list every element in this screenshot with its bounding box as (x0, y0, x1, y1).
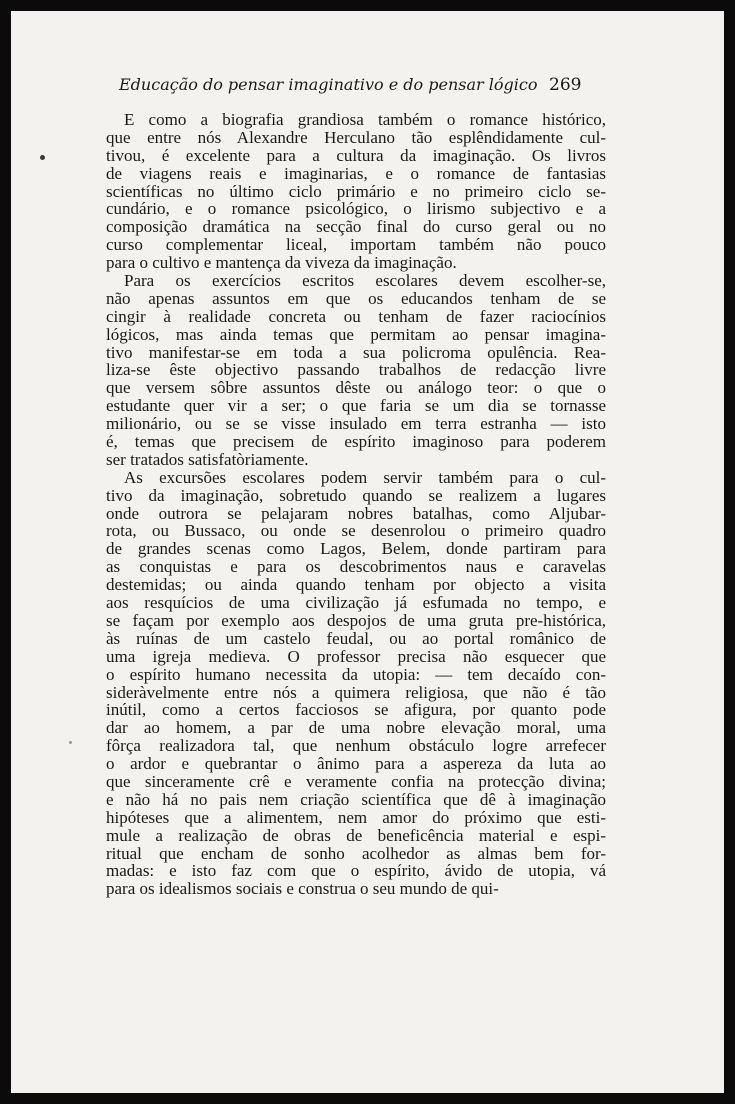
text-line: que entre nós Alexandre Herculano tão esplêndidamente cul- (106, 127, 606, 147)
text-line: que versem sôbre assuntos dêste ou análogo teor: o que o (106, 378, 606, 398)
text-line: tivo manifestar-se em toda a sua policroma opulência. Rea- (106, 342, 606, 362)
text-line: o ardor e quebrantar o ânimo para a aspereza da luta ao (106, 754, 606, 774)
text-line: destemidas; ou ainda quando tenham por objecto a visita (106, 575, 606, 595)
text-line: é, temas que precisem de espírito imaginoso para poderem (106, 432, 606, 452)
text-line: hipóteses que a alimentem, nem amor do próximo que esti- (106, 807, 606, 827)
text-line: cingir à realidade concreta ou tenham de fazer raciocínios (106, 306, 606, 326)
text-line: composição dramática na secção final do curso geral ou no (106, 217, 606, 237)
paragraph (106, 111, 606, 272)
text-line: se façam por exemplo aos despojos de uma gruta pre-histórica, (106, 610, 606, 630)
text-line: dar ao homem, a par de uma nobre elevação moral, uma (106, 718, 606, 738)
text-line: fôrça realizadora tal, que nenhum obstáculo logre arrefecer (106, 736, 606, 756)
text-line: tivo da imaginação, sobretudo quando se realizem a lugares (106, 485, 606, 505)
text-line: Para os exercícios escritos escolares devem escolher-se, (124, 271, 606, 291)
running-title: Educação do pensar imaginativo e do pensar lógico (119, 75, 538, 94)
text-line: as conquistas e para os descobrimentos naus e caravelas (106, 557, 606, 577)
text-line: inútil, como a certos facciosos se afigura, por quanto pode (106, 700, 606, 720)
text-line: de grandes scenas como Lagos, Belem, donde partiram para (106, 539, 606, 559)
text-line: e não há no pais nem criação scientífica que dê à imaginação (106, 789, 606, 809)
text-line: para o cultivo e mantença da viveza da imaginação. (106, 253, 457, 273)
running-header (11, 75, 724, 99)
text-line: ser tratados satisfatòriamente. (106, 449, 309, 469)
text-line: onde outrora se pelajaram nobres batalhas, como Aljubar- (106, 503, 606, 523)
text-line: para os idealismos sociais e construa o seu mundo de qui- (106, 879, 499, 899)
text-line: estudante quer vir a ser; o que faria se um dia se tornasse (106, 396, 606, 416)
text-line: rota, ou Bussaco, ou onde se desenrolou o primeiro quadro (106, 521, 606, 541)
text-line: madas: e isto faz com que o espírito, ávido de utopia, vá (106, 861, 606, 881)
text-line: lógicos, mas ainda temas que permitam ao pensar imagina- (106, 324, 606, 344)
body-text (106, 111, 606, 898)
page-number: 269 (549, 75, 582, 95)
book-page (11, 11, 724, 1093)
text-line: liza-se êste objectivo passando trabalhos de redacção livre (106, 360, 606, 380)
text-line: curso complementar liceal, importam também não pouco (106, 235, 606, 255)
text-line: milionário, ou se se visse insulado em terra estranha — isto (106, 414, 606, 434)
paragraph (106, 469, 606, 898)
text-line: que sinceramente crê e veramente confia na protecção divina; (106, 771, 606, 791)
text-line: mule a realização de obras de beneficência material e espi- (106, 825, 606, 845)
text-line: não apenas assuntos em que os educandos tenham de se (106, 288, 606, 308)
text-line: às ruínas de um castelo feudal, ou ao portal românico de (106, 628, 606, 648)
text-line: cundário, e o romance psicológico, o lirismo subjectivo e a (106, 199, 606, 219)
paragraph (106, 272, 606, 469)
text-line: E como a biografia grandiosa também o romance histórico, (124, 110, 606, 129)
text-line: de viagens reais e imaginarias, e o romance de fantasias (106, 163, 606, 183)
text-line: uma igreja medieva. O professor precisa não esquecer que (106, 646, 606, 666)
text-line: As excursões escolares podem servir também para o cul- (124, 467, 606, 487)
text-line: sideràvelmente entre nós a quimera religiosa, que não é tão (106, 682, 606, 702)
ink-spot (69, 741, 72, 744)
text-line: scientíficas no último ciclo primário e no primeiro ciclo se- (106, 181, 606, 201)
text-line: aos resquícios de uma civilização já esfumada no tempo, e (106, 593, 606, 613)
text-line: tivou, é excelente para a cultura da imaginação. Os livros (106, 145, 606, 165)
text-line: o espírito humano necessita da utopia: — tem decaído con- (106, 664, 606, 684)
text-line: ritual que encham de sonho acolhedor as almas bem for- (106, 843, 606, 863)
ink-spot (40, 155, 45, 160)
